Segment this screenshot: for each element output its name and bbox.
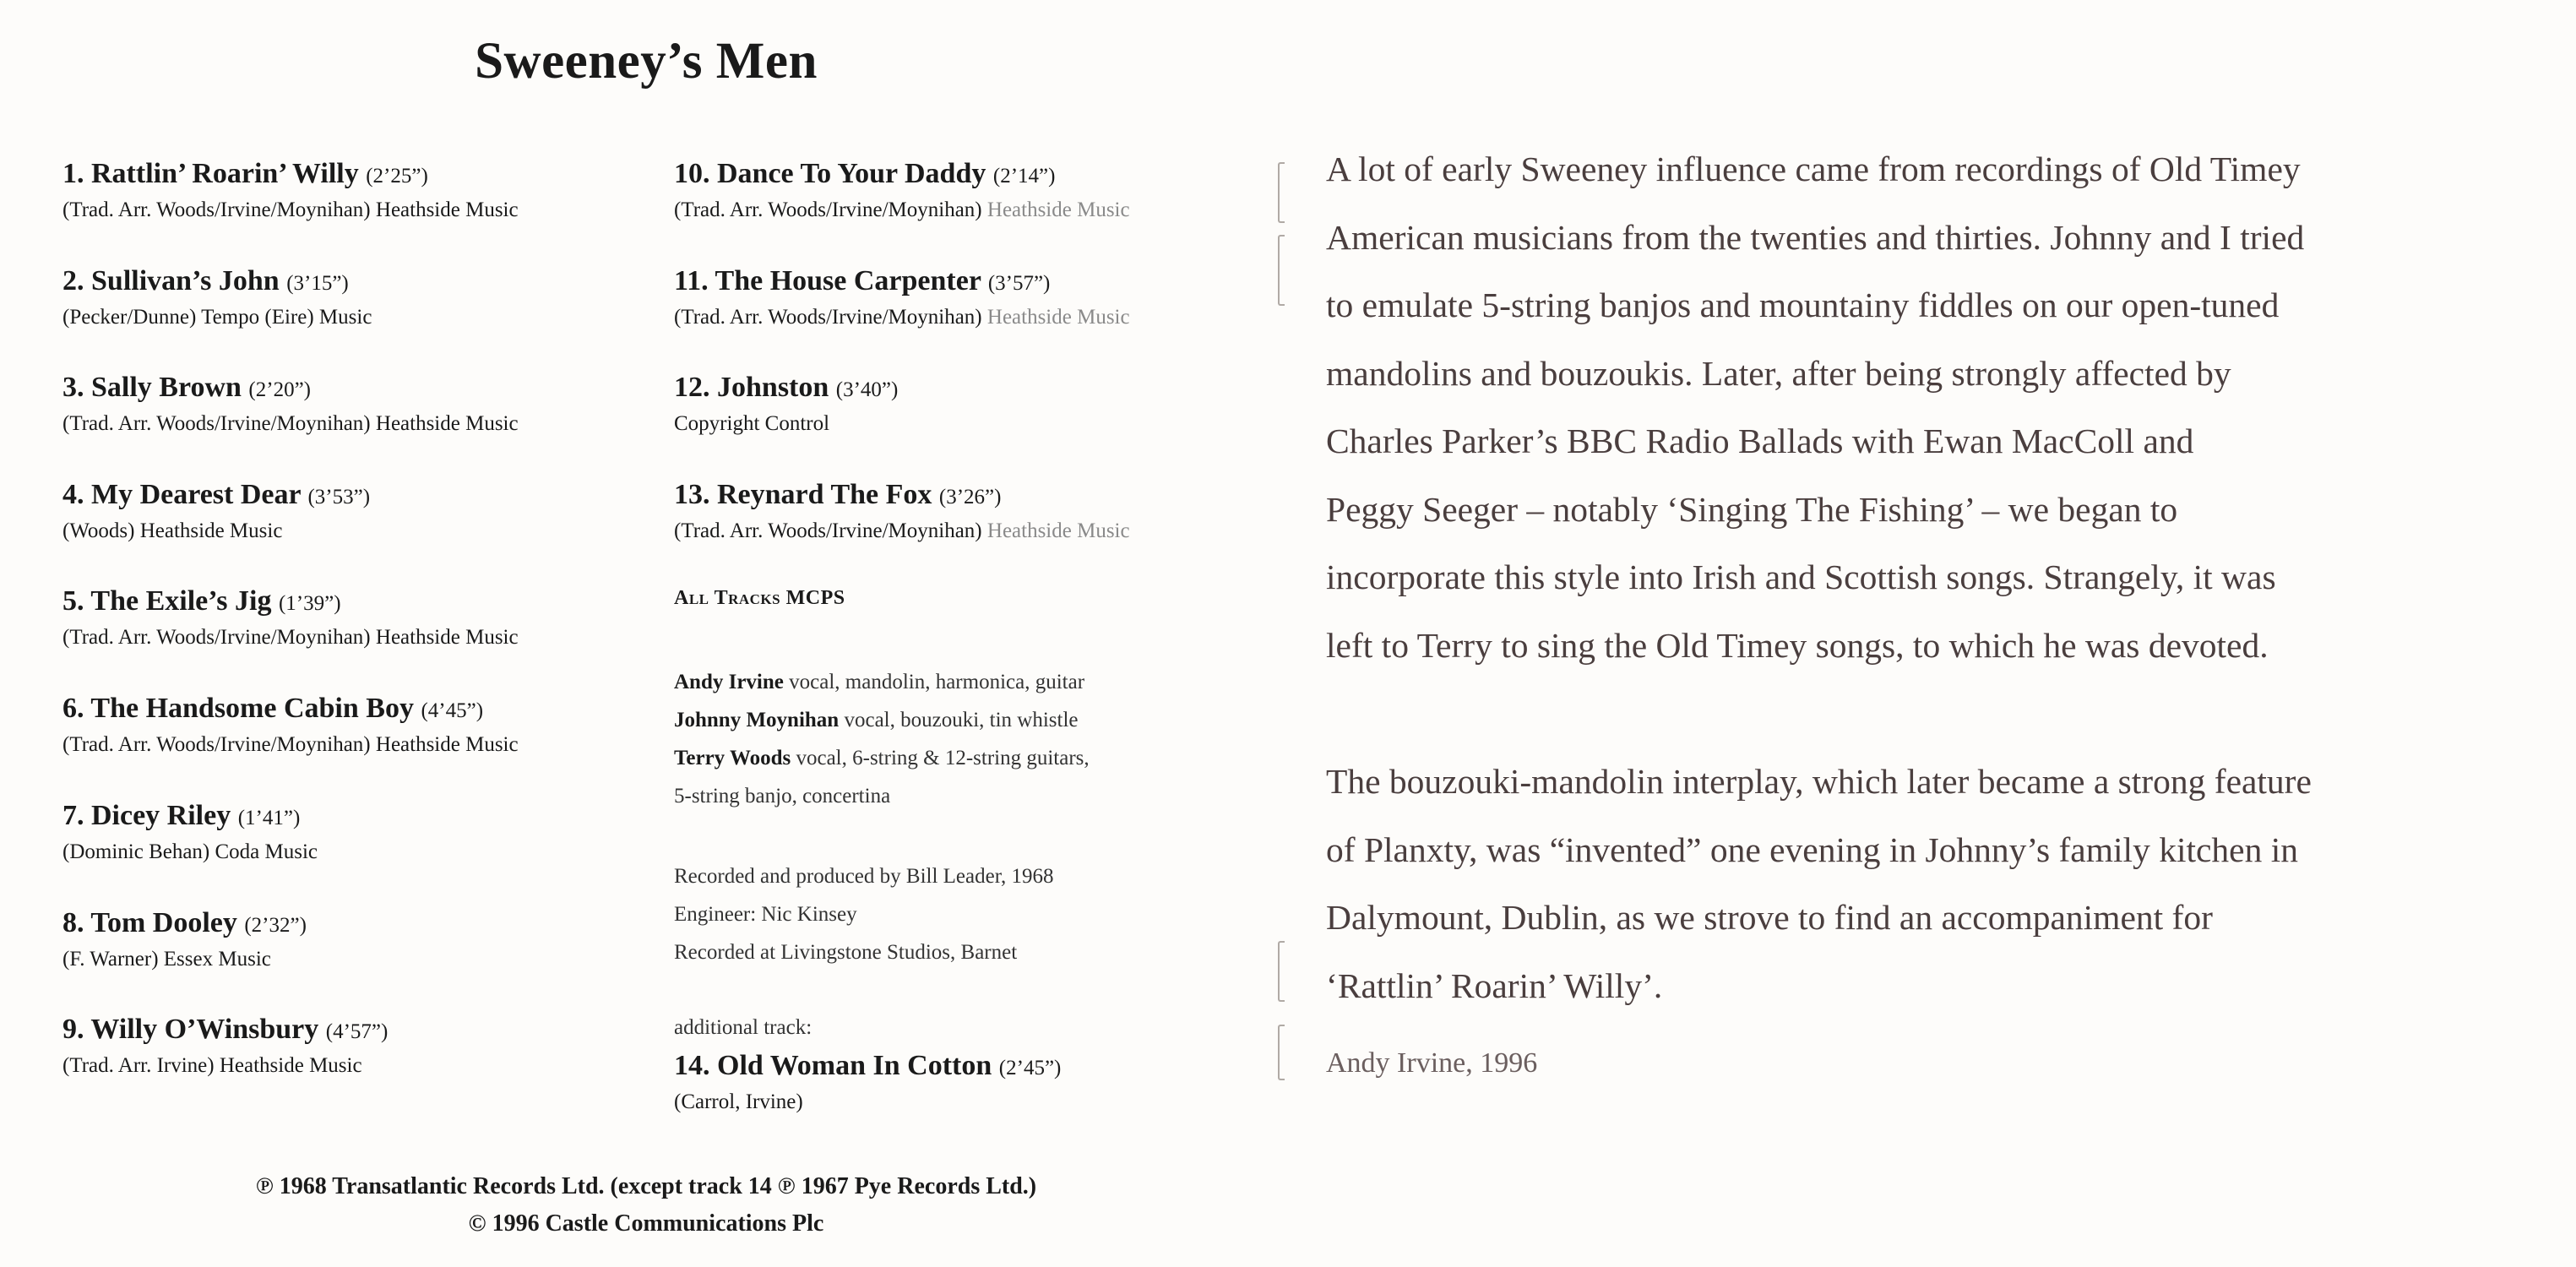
margin-bracket: [1278, 235, 1285, 306]
margin-bracket: [1278, 941, 1285, 1002]
personnel-entry: [674, 739, 1090, 777]
track-duration: (2’45”): [998, 1057, 1062, 1079]
track-10: [674, 155, 1282, 226]
liner-notes: [1326, 135, 2525, 1098]
copyright-line: © 1996 Castle Communications Plc: [468, 1210, 824, 1237]
track-duration: (3’57”): [987, 272, 1051, 295]
personnel-list: [674, 663, 1090, 815]
personnel-continued: 5-string banjo, concertina: [674, 785, 891, 808]
musician-role: vocal, 6-string & 12-string guitars,: [796, 747, 1090, 769]
text-line: Dalymount, Dublin, as we strove to find an accompaniment for: [1326, 898, 2213, 937]
text-line: Peggy Seeger – notably ‘Singing The Fishing’ – we began to: [1326, 489, 2178, 529]
musician-name: Johnny Moynihan: [674, 709, 840, 731]
track-duration: (2’25”): [366, 165, 428, 188]
text-line: A lot of early Sweeney influence came from recordings of Old Timey: [1326, 150, 2301, 188]
text-line: left to Terry to sing the Old Timey songs, to which he was devoted.: [1326, 625, 2269, 665]
track-credit: (Trad. Arr. Woods/Irvine/Moynihan) Heathside Music: [62, 412, 519, 435]
track-credit: (Trad. Arr. Woods/Irvine/Moynihan) Heathside Music: [62, 733, 519, 756]
track-title: 3. Sally Brown: [62, 372, 242, 403]
track-credit: (Dominic Behan) Coda Music: [62, 840, 318, 863]
margin-bracket: [1278, 162, 1285, 223]
musician-name: Andy Irvine: [674, 671, 784, 693]
additional-track-label: additional track:: [674, 1016, 812, 1039]
track-publisher: Heathside Music: [986, 306, 1130, 329]
track-title: 13. Reynard The Fox: [674, 479, 932, 510]
track-9: [62, 1011, 671, 1081]
track-duration: (3’26”): [938, 486, 1002, 508]
track-title: 12. Johnston: [674, 372, 829, 403]
phonographic-copyright: ℗ 1968 Transatlantic Records Ltd. (except track 14 ℗ 1967 Pye Records Ltd.): [255, 1173, 1037, 1199]
track-publisher: Heathside Music: [986, 198, 1130, 221]
track-title: 9. Willy O’Winsbury: [62, 1014, 319, 1045]
track-4: [62, 476, 671, 546]
track-credit: (Trad. Arr. Woods/Irvine/Moynihan) Heathside Music: [62, 626, 519, 649]
track-credit: (Woods) Heathside Music: [62, 519, 283, 542]
track-credit: (Pecker/Dunne) Tempo (Eire) Music: [62, 306, 372, 329]
text-line: American musicians from the twenties and thirties. Johnny and I tried: [1326, 217, 2305, 257]
track-title: 5. The Exile’s Jig: [62, 585, 272, 617]
musician-name: Terry Woods: [674, 747, 791, 769]
personnel-entry: [674, 663, 1090, 701]
track-credit: (Trad. Arr. Woods/Irvine/Moynihan): [674, 306, 982, 329]
track-credit: (Trad. Arr. Woods/Irvine/Moynihan): [674, 198, 982, 221]
track-duration: (1’41”): [237, 807, 301, 829]
track-credit: Copyright Control: [674, 412, 830, 435]
track-title: 10. Dance To Your Daddy: [674, 158, 986, 189]
production-line: Recorded at Livingstone Studios, Barnet: [674, 941, 1018, 964]
track-duration: (4’57”): [325, 1020, 389, 1043]
margin-bracket: [1278, 1025, 1285, 1080]
text-line: of Planxty, was “invented” one evening in Johnny’s family kitchen in: [1326, 829, 2298, 869]
track-1: [62, 155, 671, 226]
track-duration: (1’39”): [278, 592, 341, 615]
track-3: [62, 369, 671, 439]
production-line: Recorded and produced by Bill Leader, 1968: [674, 865, 1054, 888]
track-6: [62, 690, 671, 760]
text-line: The bouzouki-mandolin interplay, which later became a strong feature: [1326, 762, 2312, 801]
track-credit: (Trad. Arr. Woods/Irvine/Moynihan) Heathside Music: [62, 198, 519, 221]
track-credit: (Carrol, Irvine): [674, 1090, 803, 1113]
track-title: 14. Old Woman In Cotton: [674, 1050, 992, 1081]
production-credits: [674, 857, 1054, 971]
track-publisher: Heathside Music: [986, 519, 1130, 542]
track-title: 6. The Handsome Cabin Boy: [62, 693, 414, 724]
liner-paragraph: [1326, 748, 2525, 1020]
track-duration: (3’15”): [286, 272, 349, 295]
track-duration: (2’32”): [244, 914, 307, 937]
track-duration: (3’53”): [307, 486, 371, 508]
track-2: [62, 263, 671, 333]
track-title: 2. Sullivan’s John: [62, 265, 280, 296]
text-line: incorporate this style into Irish and Scottish songs. Strangely, it was: [1326, 557, 2276, 596]
track-11: [674, 263, 1282, 333]
musician-role: vocal, bouzouki, tin whistle: [844, 709, 1079, 731]
track-title: 4. My Dearest Dear: [62, 479, 301, 510]
track-5: [62, 583, 671, 653]
text-line: Charles Parker’s BBC Radio Ballads with Ewan MacColl and: [1326, 421, 2194, 460]
track-8: [62, 905, 671, 975]
track-title: 1. Rattlin’ Roarin’ Willy: [62, 158, 359, 189]
track-duration: (4’45”): [421, 699, 484, 722]
track-title: 8. Tom Dooley: [62, 907, 237, 938]
author-signature: Andy Irvine, 1996: [1326, 1047, 1538, 1079]
track-title: 7. Dicey Riley: [62, 800, 231, 831]
track-12: [674, 369, 1282, 439]
copyright-footer: [0, 1168, 1292, 1243]
track-14: [674, 1047, 1282, 1117]
track-credit: (F. Warner) Essex Music: [62, 948, 271, 971]
album-title: Sweeney’s Men: [475, 33, 818, 90]
track-7: [62, 797, 671, 867]
liner-paragraph: [1326, 135, 2525, 679]
track-13: [674, 476, 1282, 546]
text-line: to emulate 5-string banjos and mountainy fiddles on our open-tuned: [1326, 285, 2280, 324]
track-credit: (Trad. Arr. Irvine) Heathside Music: [62, 1054, 362, 1077]
text-line: ‘Rattlin’ Roarin’ Willy’.: [1326, 965, 1663, 1005]
track-title: 11. The House Carpenter: [674, 265, 981, 296]
track-duration: (2’14”): [992, 165, 1056, 188]
text-line: mandolins and bouzoukis. Later, after being strongly affected by: [1326, 353, 2231, 393]
musician-role: vocal, mandolin, harmonica, guitar: [789, 671, 1085, 693]
production-line: Engineer: Nic Kinsey: [674, 903, 857, 926]
mcps-note: All Tracks MCPS: [674, 587, 845, 609]
personnel-entry: [674, 701, 1090, 739]
track-duration: (3’40”): [835, 378, 899, 401]
track-duration: (2’20”): [248, 378, 311, 401]
track-credit: (Trad. Arr. Woods/Irvine/Moynihan): [674, 519, 982, 542]
